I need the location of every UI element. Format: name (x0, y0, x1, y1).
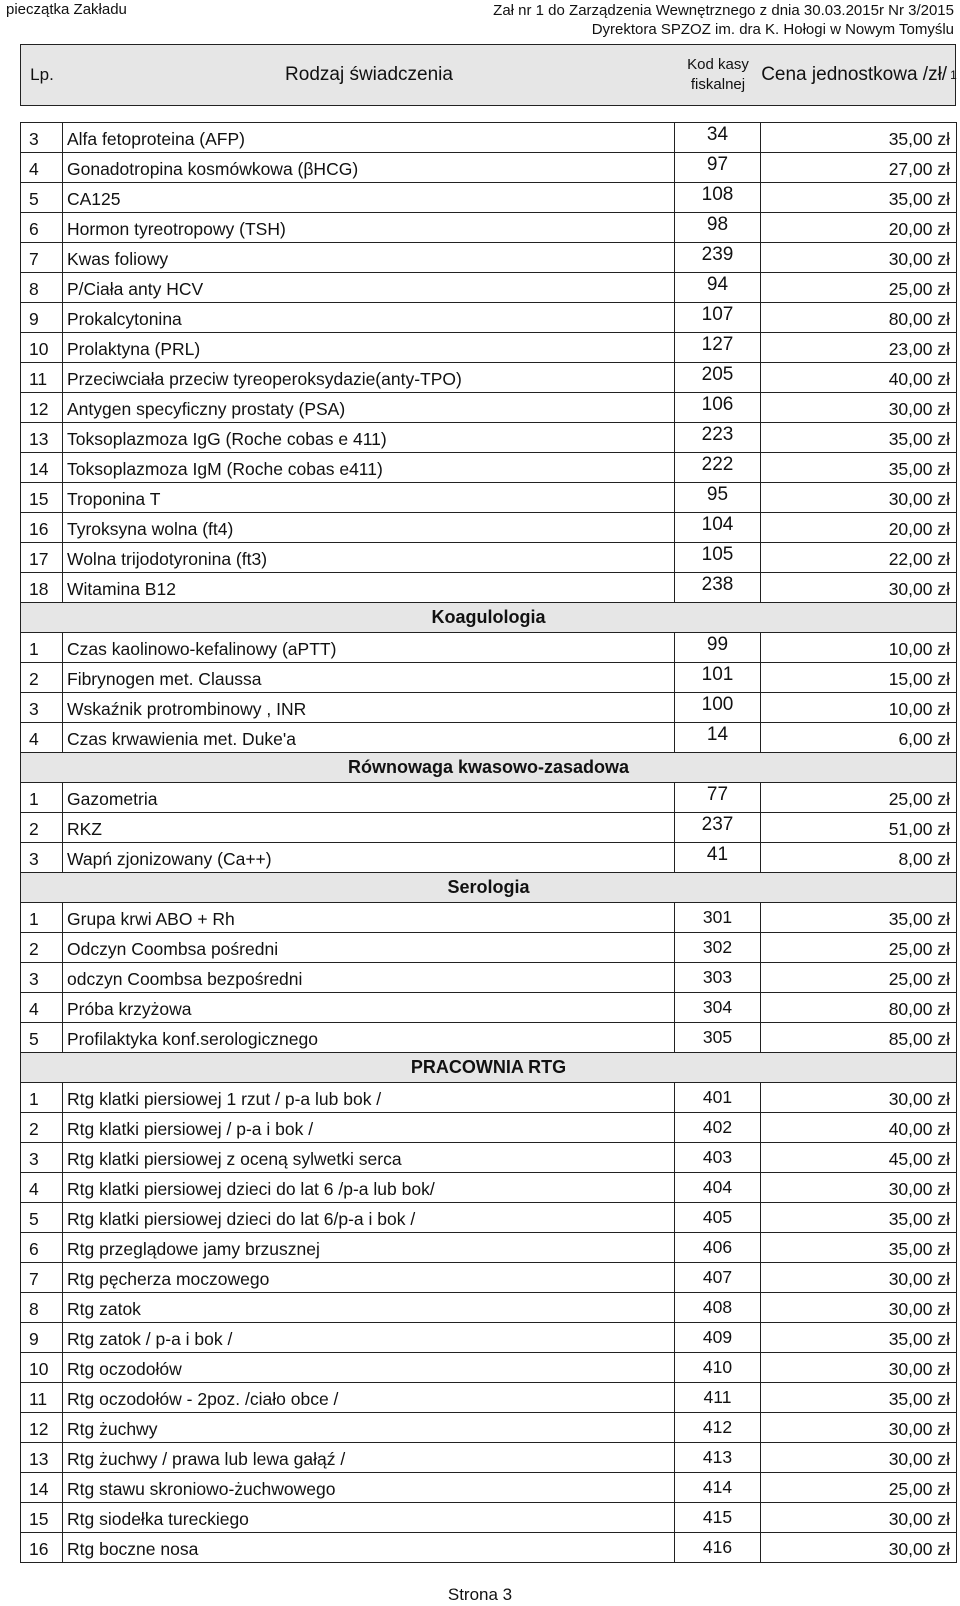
row-cash-code: 238 (675, 573, 761, 603)
row-lp: 4 (21, 993, 63, 1023)
row-unit-price: 30,00 zł (761, 1503, 957, 1533)
row-unit-price: 20,00 zł (761, 213, 957, 243)
row-lp: 2 (21, 933, 63, 963)
row-lp: 14 (21, 453, 63, 483)
row-cash-code: 77 (675, 783, 761, 813)
row-unit-price: 25,00 zł (761, 933, 957, 963)
header-lp: Lp. (30, 65, 54, 84)
row-service-name: Rtg stawu skroniowo-żuchwowego (63, 1473, 675, 1503)
row-cash-code: 303 (675, 963, 761, 993)
row-unit-price: 22,00 zł (761, 543, 957, 573)
row-service-name: RKZ (63, 813, 675, 843)
row-unit-price: 30,00 zł (761, 1263, 957, 1293)
row-service-name: Rtg klatki piersiowej z oceną sylwetki serca (63, 1143, 675, 1173)
table-row (21, 393, 957, 423)
table-row (21, 663, 957, 693)
row-service-name: Czas krwawienia met. Duke'a (63, 723, 675, 753)
table-row (21, 453, 957, 483)
table-row (21, 363, 957, 393)
price-list-body (21, 123, 957, 1563)
row-service-name: Wolna trijodotyronina (ft3) (63, 543, 675, 573)
row-cash-code: 302 (675, 933, 761, 963)
row-unit-price: 20,00 zł (761, 513, 957, 543)
row-service-name: Prokalcytonina (63, 303, 675, 333)
row-unit-price: 27,00 zł (761, 153, 957, 183)
row-unit-price: 30,00 zł (761, 1173, 957, 1203)
row-cash-code: 94 (675, 273, 761, 303)
row-unit-price: 45,00 zł (761, 1143, 957, 1173)
header-kod-line-1: Kod kasy (687, 56, 749, 73)
row-cash-code: 407 (675, 1263, 761, 1293)
row-lp: 2 (21, 813, 63, 843)
row-service-name: Alfa fetoproteina (AFP) (63, 123, 675, 153)
row-cash-code: 100 (675, 693, 761, 723)
row-cash-code: 411 (675, 1383, 761, 1413)
row-lp: 15 (21, 1503, 63, 1533)
row-service-name: Grupa krwi ABO + Rh (63, 903, 675, 933)
section-header-row (21, 753, 957, 783)
row-cash-code: 304 (675, 993, 761, 1023)
section-header-row (21, 873, 957, 903)
institution-stamp-label: pieczątka Zakładu (6, 1, 127, 18)
row-lp: 11 (21, 363, 63, 393)
row-cash-code: 410 (675, 1353, 761, 1383)
row-cash-code: 402 (675, 1113, 761, 1143)
row-lp: 6 (21, 213, 63, 243)
row-lp: 4 (21, 723, 63, 753)
row-cash-code: 239 (675, 243, 761, 273)
row-unit-price: 23,00 zł (761, 333, 957, 363)
page-number: Strona 3 (447, 1585, 513, 1604)
row-cash-code: 205 (675, 363, 761, 393)
table-row (21, 1263, 957, 1293)
table-row (21, 513, 957, 543)
row-cash-code: 127 (675, 333, 761, 363)
row-service-name: Toksoplazmoza IgM (Roche cobas e411) (63, 453, 675, 483)
regulation-reference (493, 1, 954, 39)
header-unit-price-label: Cena jednostkowa /zł/ (761, 64, 948, 85)
row-lp: 11 (21, 1383, 63, 1413)
row-unit-price: 35,00 zł (761, 123, 957, 153)
row-unit-price: 35,00 zł (761, 183, 957, 213)
row-service-name: Wskaźnik protrombinowy , INR (63, 693, 675, 723)
row-cash-code: 413 (675, 1443, 761, 1473)
row-cash-code: 97 (675, 153, 761, 183)
row-lp: 1 (21, 783, 63, 813)
row-unit-price: 30,00 zł (761, 243, 957, 273)
table-row (21, 1113, 957, 1143)
row-lp: 9 (21, 1323, 63, 1353)
row-unit-price: 35,00 zł (761, 423, 957, 453)
row-lp: 2 (21, 1113, 63, 1143)
header-kod-line-2: fiskalnej (690, 76, 746, 93)
table-row (21, 1413, 957, 1443)
regulation-reference-line-1: Zał nr 1 do Zarządzenia Wewnętrznego z dnia 30.03.2015r Nr 3/2015 (493, 2, 954, 19)
row-service-name: Toksoplazmoza IgG (Roche cobas e 411) (63, 423, 675, 453)
section-title: Serologia (21, 873, 957, 903)
row-service-name: Fibrynogen met. Claussa (63, 663, 675, 693)
row-service-name: Rtg klatki piersiowej dzieci do lat 6/p-a i bok / (63, 1203, 675, 1233)
header-cash-register-code (675, 45, 761, 105)
row-service-name: Przeciwciała przeciw tyreoperoksydazie(anty-TPO) (63, 363, 675, 393)
document-top-bar (0, 0, 960, 44)
row-cash-code: 95 (675, 483, 761, 513)
regulation-reference-line-2: Dyrektora SPZOZ im. dra K. Hołogi w Nowym Tomyślu (591, 21, 954, 38)
row-lp: 16 (21, 1533, 63, 1563)
row-service-name: Rtg klatki piersiowej 1 rzut / p-a lub bok / (63, 1083, 675, 1113)
row-service-name: Profilaktyka konf.serologicznego (63, 1023, 675, 1053)
row-cash-code: 305 (675, 1023, 761, 1053)
row-cash-code: 105 (675, 543, 761, 573)
row-lp: 4 (21, 153, 63, 183)
row-cash-code: 101 (675, 663, 761, 693)
row-lp: 13 (21, 423, 63, 453)
row-unit-price: 10,00 zł (761, 633, 957, 663)
table-row (21, 543, 957, 573)
table-row (21, 153, 957, 183)
row-cash-code: 223 (675, 423, 761, 453)
row-cash-code: 14 (675, 723, 761, 753)
table-row (21, 273, 957, 303)
table-row (21, 963, 957, 993)
row-cash-code: 98 (675, 213, 761, 243)
row-lp: 5 (21, 183, 63, 213)
table-row (21, 843, 957, 873)
header-unit-price (761, 45, 957, 105)
row-service-name: Rtg siodełka tureckiego (63, 1503, 675, 1533)
row-cash-code: 409 (675, 1323, 761, 1353)
row-cash-code: 404 (675, 1173, 761, 1203)
table-row (21, 633, 957, 663)
row-lp: 18 (21, 573, 63, 603)
row-lp: 5 (21, 1023, 63, 1053)
table-row (21, 933, 957, 963)
row-lp: 13 (21, 1443, 63, 1473)
row-unit-price: 35,00 zł (761, 1323, 957, 1353)
row-lp: 8 (21, 1293, 63, 1323)
table-row (21, 1473, 957, 1503)
row-unit-price: 80,00 zł (761, 303, 957, 333)
row-service-name: Gonadotropina kosmówkowa (βHCG) (63, 153, 675, 183)
row-unit-price: 35,00 zł (761, 1233, 957, 1263)
row-cash-code: 401 (675, 1083, 761, 1113)
table-row (21, 1023, 957, 1053)
table-row (21, 1143, 957, 1173)
header-service-type: Rodzaj świadczenia (285, 64, 453, 85)
section-header-row (21, 1053, 957, 1083)
row-lp: 4 (21, 1173, 63, 1203)
section-title: PRACOWNIA RTG (21, 1053, 957, 1083)
row-service-name: Rtg zatok (63, 1293, 675, 1323)
row-cash-code: 99 (675, 633, 761, 663)
row-cash-code: 108 (675, 183, 761, 213)
row-unit-price: 10,00 zł (761, 693, 957, 723)
row-service-name: Prolaktyna (PRL) (63, 333, 675, 363)
header-unit-price-footnote: 1 (950, 68, 957, 82)
row-unit-price: 40,00 zł (761, 363, 957, 393)
row-service-name: Kwas foliowy (63, 243, 675, 273)
row-lp: 3 (21, 1143, 63, 1173)
price-list-table (20, 122, 957, 1563)
row-lp: 16 (21, 513, 63, 543)
row-unit-price: 30,00 zł (761, 393, 957, 423)
row-cash-code: 301 (675, 903, 761, 933)
row-lp: 7 (21, 1263, 63, 1293)
table-row (21, 423, 957, 453)
table-row (21, 573, 957, 603)
row-cash-code: 408 (675, 1293, 761, 1323)
row-service-name: Gazometria (63, 783, 675, 813)
row-service-name: Rtg klatki piersiowej / p-a i bok / (63, 1113, 675, 1143)
row-lp: 3 (21, 963, 63, 993)
row-service-name: Rtg żuchwy (63, 1413, 675, 1443)
table-row (21, 1293, 957, 1323)
row-unit-price: 30,00 zł (761, 1083, 957, 1113)
row-service-name: Witamina B12 (63, 573, 675, 603)
row-lp: 3 (21, 843, 63, 873)
row-lp: 3 (21, 123, 63, 153)
row-service-name: Hormon tyreotropowy (TSH) (63, 213, 675, 243)
row-service-name: Wapń zjonizowany (Ca++) (63, 843, 675, 873)
row-service-name: Troponina T (63, 483, 675, 513)
table-row (21, 723, 957, 753)
row-lp: 17 (21, 543, 63, 573)
row-cash-code: 41 (675, 843, 761, 873)
row-unit-price: 15,00 zł (761, 663, 957, 693)
row-cash-code: 222 (675, 453, 761, 483)
table-row (21, 1503, 957, 1533)
row-unit-price: 30,00 zł (761, 1413, 957, 1443)
table-row (21, 1323, 957, 1353)
row-service-name: Rtg pęcherza moczowego (63, 1263, 675, 1293)
table-row (21, 213, 957, 243)
row-lp: 10 (21, 333, 63, 363)
row-cash-code: 403 (675, 1143, 761, 1173)
row-unit-price: 85,00 zł (761, 1023, 957, 1053)
row-lp: 7 (21, 243, 63, 273)
row-unit-price: 35,00 zł (761, 903, 957, 933)
table-row (21, 123, 957, 153)
table-row (21, 303, 957, 333)
row-unit-price: 30,00 zł (761, 1533, 957, 1563)
table-row (21, 1383, 957, 1413)
row-unit-price: 25,00 zł (761, 1473, 957, 1503)
row-cash-code: 406 (675, 1233, 761, 1263)
table-row (21, 1233, 957, 1263)
row-service-name: Czas kaolinowo-kefalinowy (aPTT) (63, 633, 675, 663)
row-lp: 8 (21, 273, 63, 303)
row-lp: 10 (21, 1353, 63, 1383)
row-unit-price: 30,00 zł (761, 1443, 957, 1473)
row-unit-price: 51,00 zł (761, 813, 957, 843)
row-cash-code: 412 (675, 1413, 761, 1443)
row-lp: 1 (21, 1083, 63, 1113)
row-unit-price: 30,00 zł (761, 483, 957, 513)
row-unit-price: 35,00 zł (761, 1383, 957, 1413)
table-row (21, 1443, 957, 1473)
row-unit-price: 40,00 zł (761, 1113, 957, 1143)
row-lp: 12 (21, 393, 63, 423)
section-title: Równowaga kwasowo-zasadowa (21, 753, 957, 783)
row-unit-price: 6,00 zł (761, 723, 957, 753)
row-cash-code: 107 (675, 303, 761, 333)
table-row (21, 903, 957, 933)
row-service-name: Antygen specyficzny prostaty (PSA) (63, 393, 675, 423)
table-row (21, 693, 957, 723)
row-service-name: Odczyn Coombsa pośredni (63, 933, 675, 963)
row-service-name: Rtg oczodołów - 2poz. /ciało obce / (63, 1383, 675, 1413)
row-cash-code: 416 (675, 1533, 761, 1563)
table-row (21, 1203, 957, 1233)
row-unit-price: 35,00 zł (761, 1203, 957, 1233)
row-lp: 6 (21, 1233, 63, 1263)
row-unit-price: 25,00 zł (761, 273, 957, 303)
row-unit-price: 80,00 zł (761, 993, 957, 1023)
row-service-name: CA125 (63, 183, 675, 213)
section-header-row (21, 603, 957, 633)
row-cash-code: 237 (675, 813, 761, 843)
table-row (21, 813, 957, 843)
row-lp: 14 (21, 1473, 63, 1503)
row-cash-code: 414 (675, 1473, 761, 1503)
table-row (21, 1083, 957, 1113)
table-row (21, 243, 957, 273)
section-title: Koagulologia (21, 603, 957, 633)
row-service-name: Rtg boczne nosa (63, 1533, 675, 1563)
row-lp: 1 (21, 633, 63, 663)
row-unit-price: 25,00 zł (761, 963, 957, 993)
table-row (21, 783, 957, 813)
table-row (21, 1533, 957, 1563)
row-unit-price: 30,00 zł (761, 1353, 957, 1383)
row-unit-price: 35,00 zł (761, 453, 957, 483)
row-unit-price: 8,00 zł (761, 843, 957, 873)
row-service-name: Rtg żuchwy / prawa lub lewa gałąź / (63, 1443, 675, 1473)
row-service-name: Rtg przeglądowe jamy brzusznej (63, 1233, 675, 1263)
row-unit-price: 30,00 zł (761, 573, 957, 603)
row-cash-code: 106 (675, 393, 761, 423)
row-cash-code: 104 (675, 513, 761, 543)
row-cash-code: 415 (675, 1503, 761, 1533)
row-lp: 15 (21, 483, 63, 513)
table-row (21, 993, 957, 1023)
row-service-name: Rtg oczodołów (63, 1353, 675, 1383)
row-service-name: P/Ciała anty HCV (63, 273, 675, 303)
row-lp: 5 (21, 1203, 63, 1233)
row-unit-price: 25,00 zł (761, 783, 957, 813)
row-lp: 9 (21, 303, 63, 333)
row-lp: 1 (21, 903, 63, 933)
row-lp: 3 (21, 693, 63, 723)
row-service-name: Rtg klatki piersiowej dzieci do lat 6 /p-a lub bok/ (63, 1173, 675, 1203)
row-cash-code: 405 (675, 1203, 761, 1233)
table-row (21, 333, 957, 363)
table-row (21, 1173, 957, 1203)
row-service-name: Rtg zatok / p-a i bok / (63, 1323, 675, 1353)
row-service-name: odczyn Coombsa bezpośredni (63, 963, 675, 993)
row-lp: 2 (21, 663, 63, 693)
row-lp: 12 (21, 1413, 63, 1443)
row-service-name: Próba krzyżowa (63, 993, 675, 1023)
row-cash-code: 34 (675, 123, 761, 153)
row-service-name: Tyroksyna wolna (ft4) (63, 513, 675, 543)
row-unit-price: 30,00 zł (761, 1293, 957, 1323)
table-header (20, 44, 956, 106)
table-row (21, 483, 957, 513)
table-row (21, 183, 957, 213)
table-row (21, 1353, 957, 1383)
